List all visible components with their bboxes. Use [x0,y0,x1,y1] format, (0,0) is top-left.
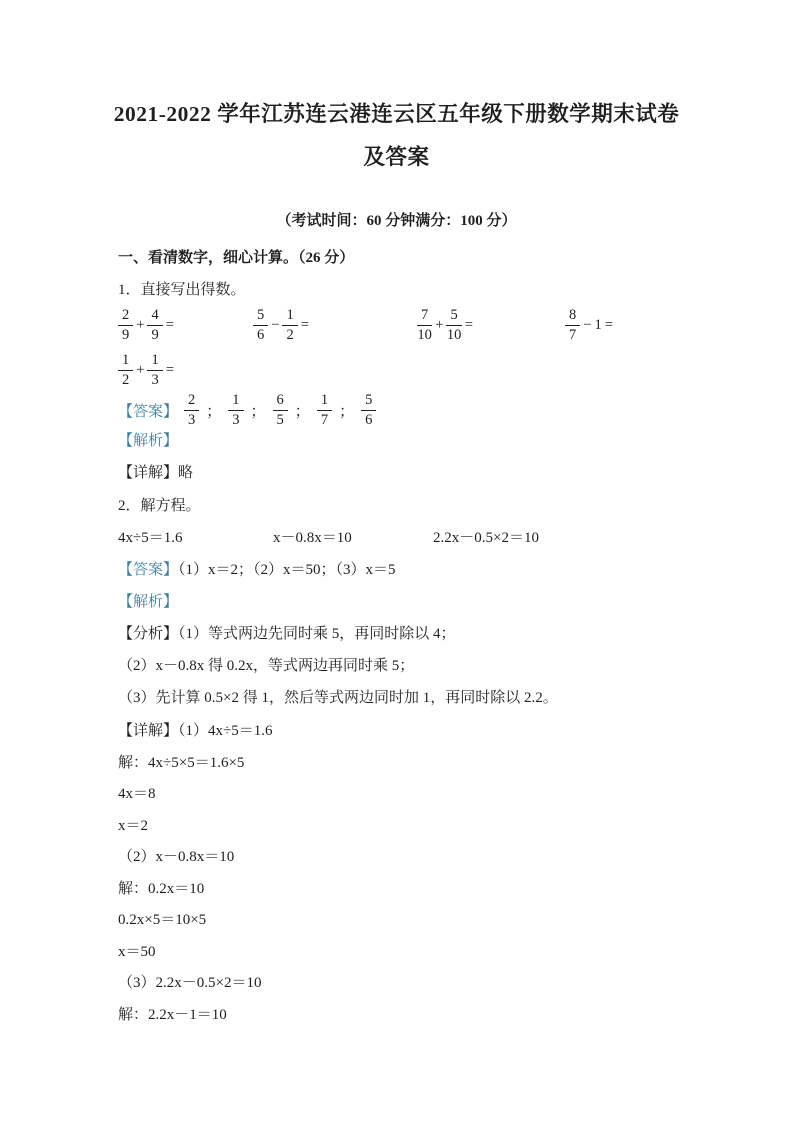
operator: + [435,316,444,333]
q2-answer-line [118,559,396,581]
page-title-line2: 及答案 [363,145,430,169]
xiangjie-label: 【详解】 [118,723,179,739]
answer-fraction: $\frac{1}{7}$ [317,392,332,428]
q2-step-6: 0.2x×5＝10×5 [118,912,207,928]
q2-fenxi-line1 [118,623,456,645]
separator: ； [206,403,222,420]
integer-operand: 1 [594,316,602,333]
q2-step-1: 解：4x÷5×5＝1.6×5 [118,755,245,771]
q1-expression-row2 [118,347,675,393]
operator: + [136,316,145,333]
fraction: $\frac{1}{2}$ [282,307,297,343]
q1-expression-row1 [118,302,675,348]
q2-step-7: x＝50 [118,944,156,960]
q2-equation-1: 4x÷5＝1.6 [118,530,183,546]
exam-info: （考试时间：60 分钟满分：100 分） [276,213,517,229]
q2-equation-3: 2.2x－0.5×2＝10 [433,530,539,546]
equals-sign: = [165,361,174,378]
q1-expression-4 [565,302,613,348]
q1-xiangjie-line [118,462,193,484]
jiexi-label: 【解析】 [118,594,179,610]
answer-fraction: $\frac{5}{6}$ [361,392,376,428]
q2-xiangjie-line [118,720,273,742]
operator: + [136,361,145,378]
fraction: $\frac{1}{2}$ [118,352,133,388]
q1-jiexi-line [118,430,178,452]
answer-label: 【答案】 [118,562,179,578]
fenxi-label: 【分析】 [118,626,179,642]
answer-fraction: $\frac{6}{5}$ [273,392,288,428]
equals-sign: = [300,316,309,333]
equals-sign: = [464,316,473,333]
section1-heading: 一、看清数字，细心计算。（26 分） [118,250,355,266]
q1-expression-5 [118,347,174,393]
separator: ； [250,403,266,420]
fraction: $\frac{2}{9}$ [118,307,133,343]
operator: − [583,316,592,333]
separator: ； [339,403,355,420]
xiangjie-text: 略 [178,465,194,481]
page-title-line1: 2021-2022 学年江苏连云港连云区五年级下册数学期末试卷 [113,102,680,126]
q1-answer-row [118,390,376,430]
q2-step-4: （2）x－0.8x＝10 [118,849,235,865]
jiexi-label: 【解析】 [118,433,179,449]
xiangjie-label: 【详解】 [118,465,179,481]
operator: − [271,316,280,333]
q2-step-5: 解：0.2x＝10 [118,881,205,897]
fraction: $\frac{5}{10}$ [446,306,462,343]
q2-fenxi-line2: （2）x－0.8x 得 0.2x，等式两边再同时乘 5； [118,658,415,674]
q1-expression-2 [253,302,309,348]
q1-prompt: 1．直接写出得数。 [118,282,246,298]
q2-equation-2: x－0.8x＝10 [273,530,352,546]
xiangjie-text: （1）4x÷5＝1.6 [178,723,273,739]
fraction: $\frac{5}{6}$ [253,307,268,343]
q2-jiexi-line [118,591,178,613]
fenxi-text: （1）等式两边先同时乘 5，再同时除以 4； [178,626,456,642]
fraction: $\frac{4}{9}$ [147,307,162,343]
q2-step-2: 4x＝8 [118,786,156,802]
fraction: $\frac{8}{7}$ [565,307,580,343]
q2-answer-text: （1）x＝2；（2）x＝50；（3）x＝5 [178,562,396,578]
q2-fenxi-line3: （3）先计算 0.5×2 得 1，然后等式两边同时加 1，再同时除以 2.2。 [118,690,558,706]
q2-step-8: （3）2.2x－0.5×2＝10 [118,975,262,991]
equals-sign: = [604,316,613,333]
answer-label: 【答案】 [118,403,179,420]
fraction: $\frac{1}{3}$ [147,352,162,388]
fraction: $\frac{7}{10}$ [417,306,432,343]
equals-sign: = [165,316,174,333]
answer-fraction: $\frac{2}{3}$ [184,392,199,428]
q1-expression-3 [417,302,473,348]
q2-step-3: x＝2 [118,818,149,834]
separator: ； [294,403,310,420]
q2-prompt: 2．解方程。 [118,498,201,514]
q1-expression-1 [118,302,174,348]
q2-step-9: 解：2.2x－1＝10 [118,1007,227,1023]
answer-fraction: $\frac{1}{3}$ [228,392,243,428]
